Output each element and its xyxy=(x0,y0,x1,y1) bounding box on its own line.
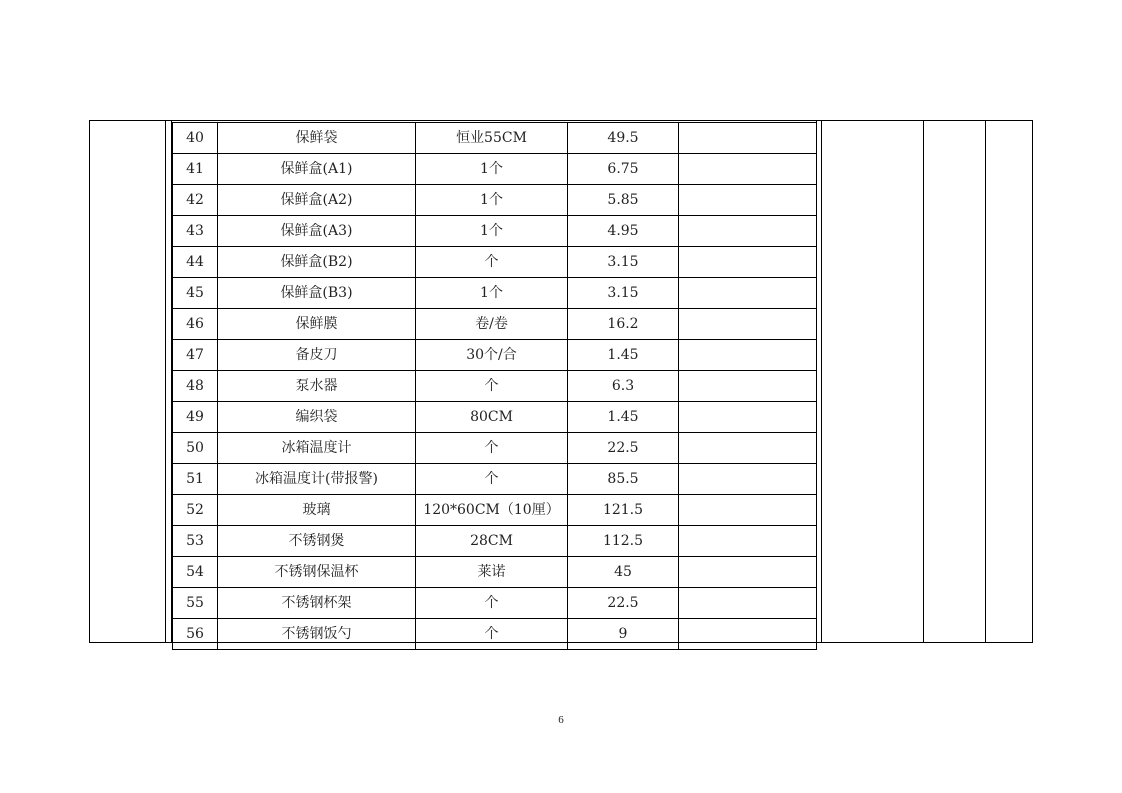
cell-item-name: 保鲜膜 xyxy=(218,309,416,340)
cell-item-name: 冰箱温度计(带报警) xyxy=(218,464,416,495)
cell-number: 45 xyxy=(173,278,218,309)
outer-table-frame xyxy=(89,120,1033,643)
table-row xyxy=(173,588,817,619)
cell-item-name: 保鲜盒(A1) xyxy=(218,154,416,185)
cell-item-name: 保鲜盒(A2) xyxy=(218,185,416,216)
cell-remark xyxy=(679,278,817,309)
cell-specification: 个 xyxy=(416,588,568,619)
cell-remark xyxy=(679,619,817,650)
table-row xyxy=(173,433,817,464)
cell-number: 56 xyxy=(173,619,218,650)
cell-remark xyxy=(679,123,817,154)
cell-number: 51 xyxy=(173,464,218,495)
cell-specification: 1个 xyxy=(416,216,568,247)
cell-item-name: 玻璃 xyxy=(218,495,416,526)
cell-number: 52 xyxy=(173,495,218,526)
cell-number: 49 xyxy=(173,402,218,433)
cell-specification: 恒业55CM xyxy=(416,123,568,154)
cell-price: 112.5 xyxy=(568,526,679,557)
table-row xyxy=(173,278,817,309)
cell-number: 43 xyxy=(173,216,218,247)
cell-remark xyxy=(679,464,817,495)
cell-item-name: 保鲜盒(B2) xyxy=(218,247,416,278)
cell-specification: 卷/卷 xyxy=(416,309,568,340)
cell-price: 1.45 xyxy=(568,402,679,433)
table-row xyxy=(173,309,817,340)
cell-number: 47 xyxy=(173,340,218,371)
table-row xyxy=(173,123,817,154)
column-divider xyxy=(165,121,166,642)
cell-remark xyxy=(679,495,817,526)
cell-price: 22.5 xyxy=(568,588,679,619)
cell-item-name: 不锈钢煲 xyxy=(218,526,416,557)
cell-price: 4.95 xyxy=(568,216,679,247)
cell-number: 48 xyxy=(173,371,218,402)
cell-item-name: 保鲜盒(B3) xyxy=(218,278,416,309)
cell-remark xyxy=(679,154,817,185)
cell-remark xyxy=(679,557,817,588)
table-row xyxy=(173,619,817,650)
cell-price: 9 xyxy=(568,619,679,650)
cell-number: 42 xyxy=(173,185,218,216)
cell-specification: 120*60CM（10厘） xyxy=(416,495,568,526)
cell-number: 41 xyxy=(173,154,218,185)
cell-remark xyxy=(679,588,817,619)
cell-item-name: 不锈钢饭勺 xyxy=(218,619,416,650)
table-row xyxy=(173,216,817,247)
table-body xyxy=(173,123,817,650)
cell-number: 40 xyxy=(173,123,218,154)
cell-specification: 个 xyxy=(416,247,568,278)
table-row xyxy=(173,402,817,433)
cell-remark xyxy=(679,216,817,247)
cell-specification: 莱诺 xyxy=(416,557,568,588)
cell-specification: 1个 xyxy=(416,154,568,185)
cell-price: 3.15 xyxy=(568,247,679,278)
cell-item-name: 不锈钢杯架 xyxy=(218,588,416,619)
cell-price: 1.45 xyxy=(568,340,679,371)
cell-specification: 30个/合 xyxy=(416,340,568,371)
table-row xyxy=(173,464,817,495)
cell-item-name: 保鲜袋 xyxy=(218,123,416,154)
cell-item-name: 不锈钢保温杯 xyxy=(218,557,416,588)
table-row xyxy=(173,185,817,216)
cell-price: 16.2 xyxy=(568,309,679,340)
cell-price: 6.3 xyxy=(568,371,679,402)
table-row xyxy=(173,495,817,526)
cell-number: 50 xyxy=(173,433,218,464)
table-row xyxy=(173,526,817,557)
item-price-table xyxy=(172,122,817,650)
column-divider xyxy=(821,121,822,642)
cell-remark xyxy=(679,185,817,216)
cell-specification: 1个 xyxy=(416,185,568,216)
cell-item-name: 编织袋 xyxy=(218,402,416,433)
cell-number: 46 xyxy=(173,309,218,340)
column-divider xyxy=(985,121,986,642)
cell-remark xyxy=(679,371,817,402)
cell-number: 53 xyxy=(173,526,218,557)
cell-remark xyxy=(679,309,817,340)
cell-remark xyxy=(679,340,817,371)
cell-specification: 个 xyxy=(416,433,568,464)
cell-price: 6.75 xyxy=(568,154,679,185)
cell-item-name: 备皮刀 xyxy=(218,340,416,371)
cell-item-name: 泵水器 xyxy=(218,371,416,402)
cell-remark xyxy=(679,247,817,278)
table-row xyxy=(173,340,817,371)
cell-remark xyxy=(679,433,817,464)
table-row xyxy=(173,247,817,278)
cell-item-name: 保鲜盒(A3) xyxy=(218,216,416,247)
cell-remark xyxy=(679,526,817,557)
table-row xyxy=(173,371,817,402)
cell-specification: 28CM xyxy=(416,526,568,557)
cell-specification: 80CM xyxy=(416,402,568,433)
cell-price: 3.15 xyxy=(568,278,679,309)
column-divider xyxy=(923,121,924,642)
cell-number: 44 xyxy=(173,247,218,278)
cell-remark xyxy=(679,402,817,433)
cell-price: 121.5 xyxy=(568,495,679,526)
cell-number: 54 xyxy=(173,557,218,588)
cell-specification: 个 xyxy=(416,619,568,650)
cell-number: 55 xyxy=(173,588,218,619)
table-row xyxy=(173,154,817,185)
table-row xyxy=(173,557,817,588)
cell-item-name: 冰箱温度计 xyxy=(218,433,416,464)
cell-price: 49.5 xyxy=(568,123,679,154)
cell-price: 5.85 xyxy=(568,185,679,216)
cell-price: 45 xyxy=(568,557,679,588)
cell-specification: 个 xyxy=(416,464,568,495)
cell-price: 85.5 xyxy=(568,464,679,495)
cell-specification: 1个 xyxy=(416,278,568,309)
cell-price: 22.5 xyxy=(568,433,679,464)
page-number: 6 xyxy=(558,714,564,726)
cell-specification: 个 xyxy=(416,371,568,402)
